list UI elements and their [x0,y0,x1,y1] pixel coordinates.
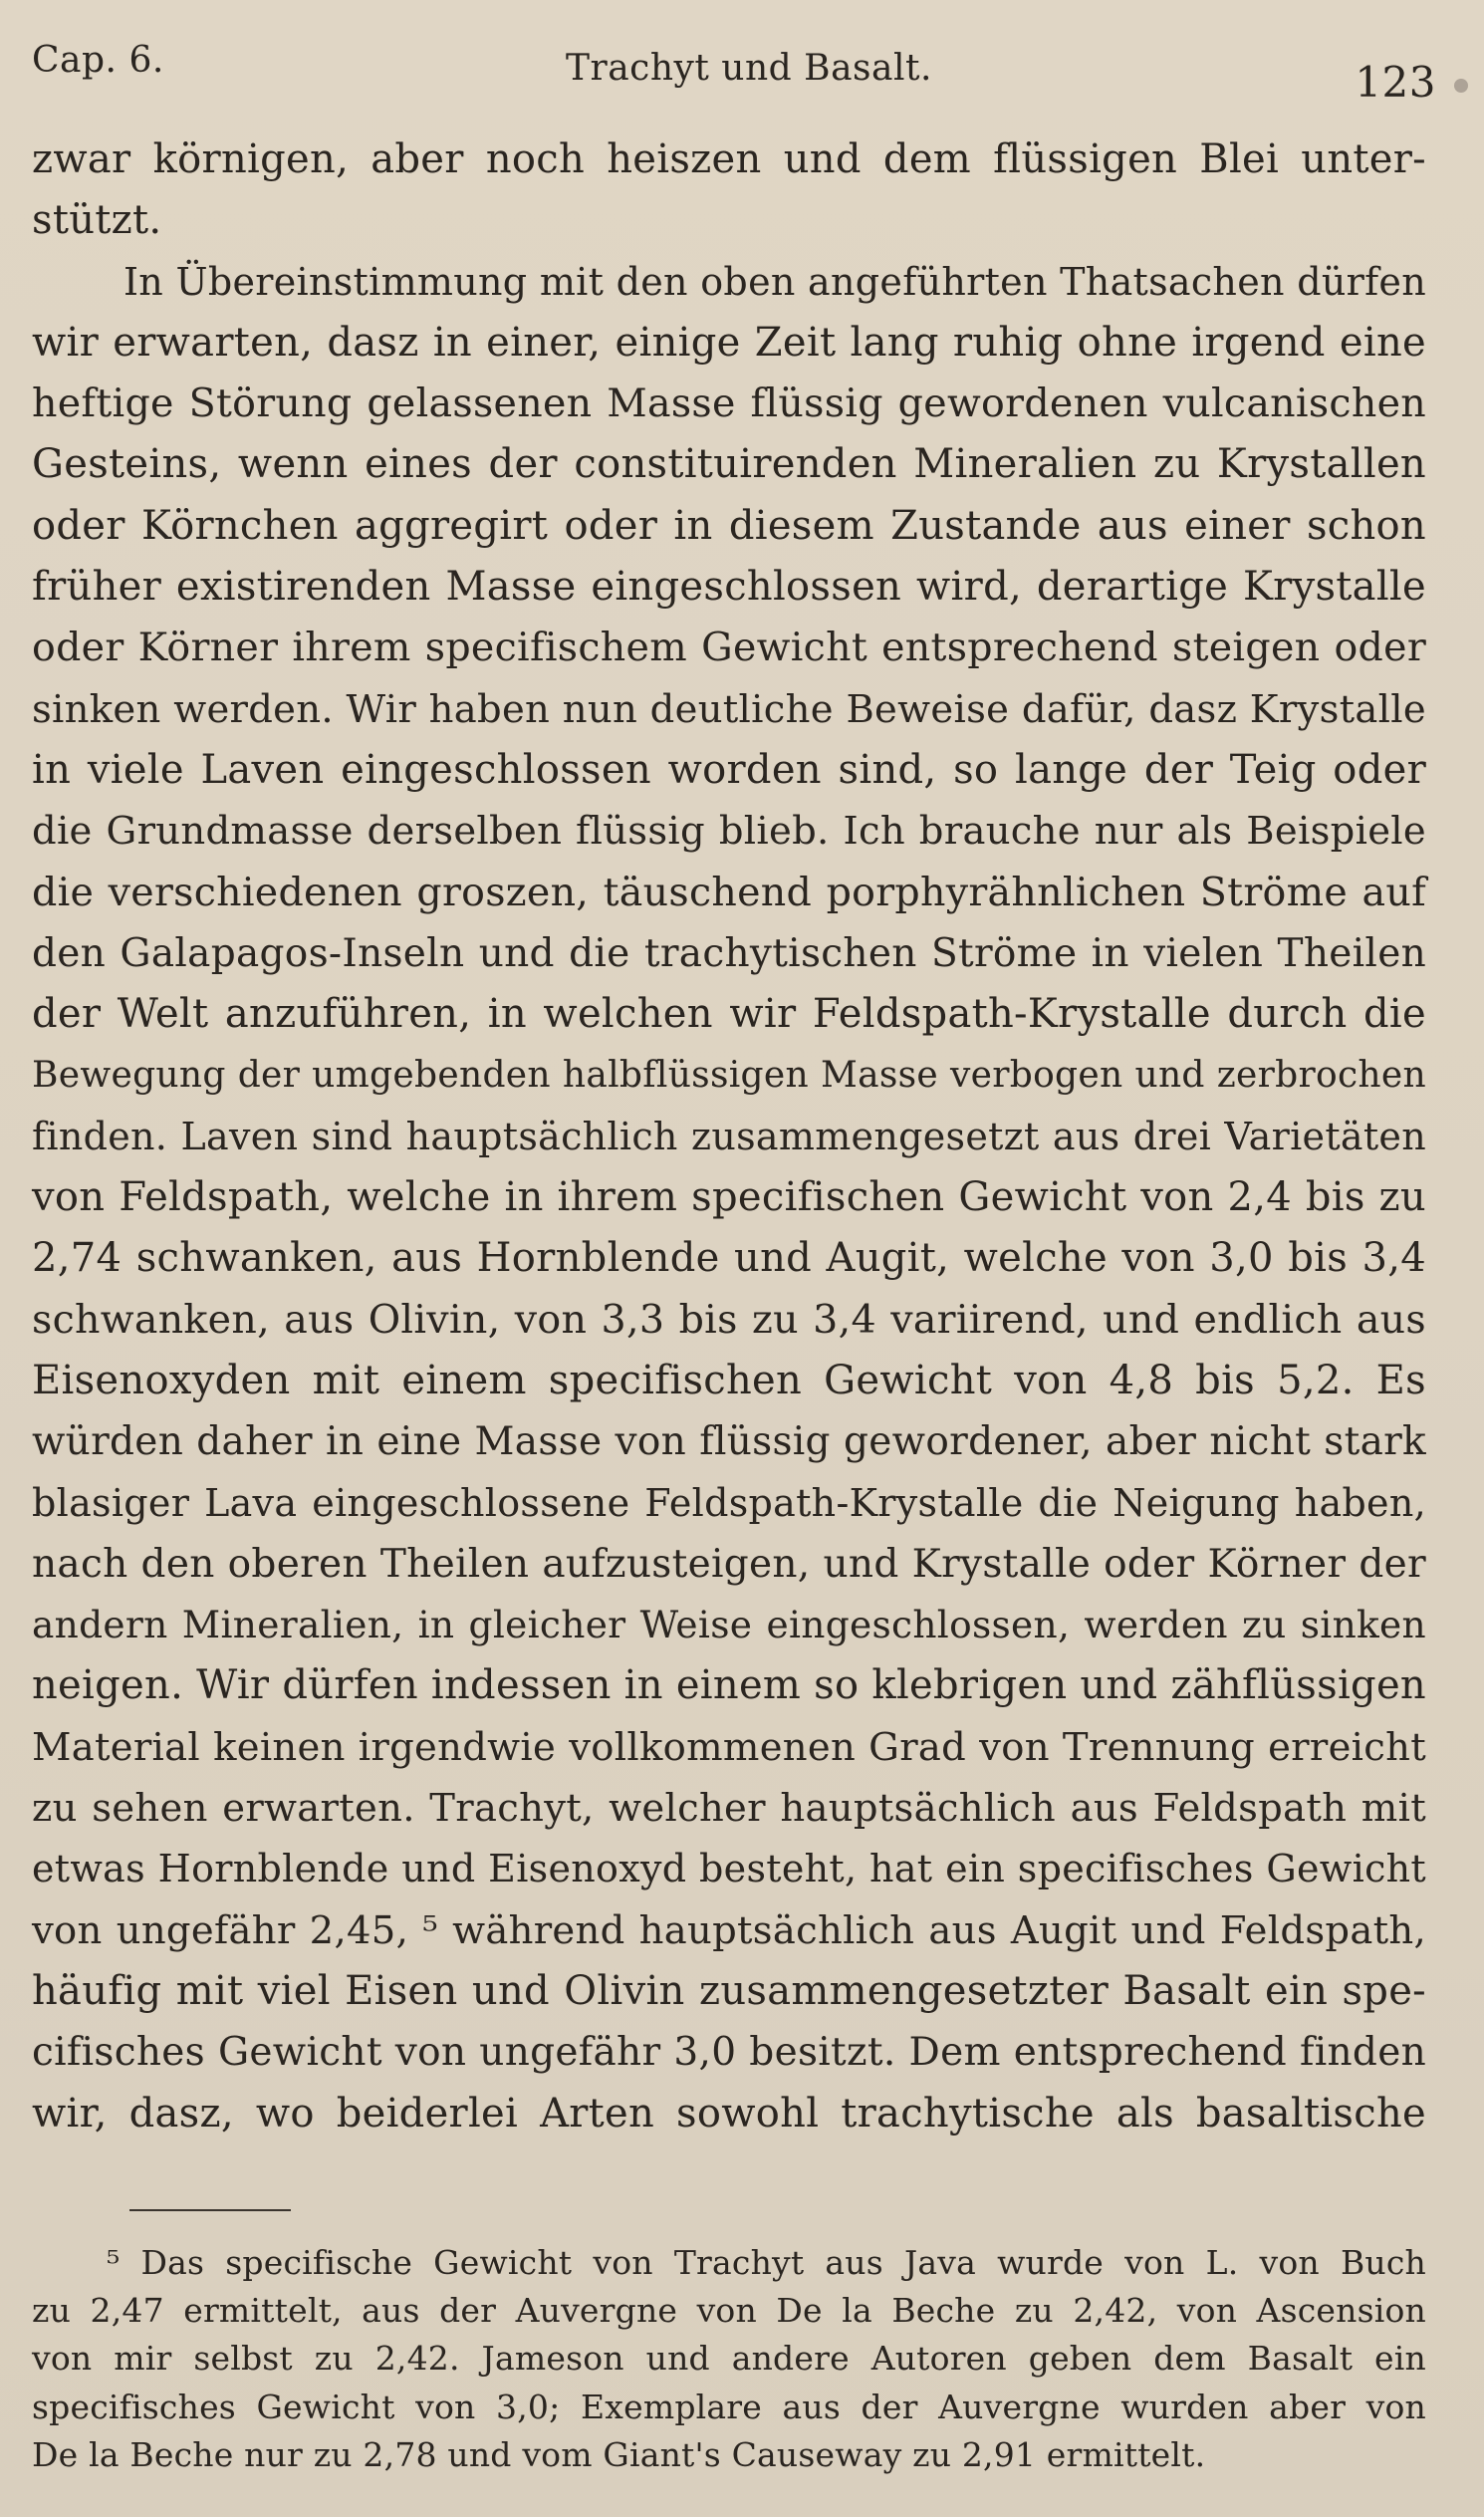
text-line: von ungefähr 2,45, ⁵ während hauptsächlich aus Augit und Feldspath, [32,1907,1426,1953]
text-line: Bewegung der umgebenden halbflüssigen Masse verbogen und zerbrochen [32,1055,1426,1097]
text-line: in viele Laven eingeschlossen worden sind, so lange der Teig oder [32,746,1426,793]
text-line: oder Körner ihrem specifischem Gewicht entsprechend steigen oder [32,625,1426,671]
body-text [32,129,1426,2144]
text-line: In Übereinstimmung mit den oben angeführten Thatsachen dürfen [124,259,1426,304]
text-line: nach den oberen Theilen aufzusteigen, und Krystalle oder Körner der [32,1541,1426,1587]
text-line: sinken werden. Wir haben nun deutliche Beweise dafür, dasz Krystalle [32,686,1426,732]
text-line: von Feldspath, welche in ihrem specifischen Gewicht von 2,4 bis zu [32,1174,1426,1221]
text-line: oder Körnchen aggregirt oder in diesem Zustande aus einer schon [32,502,1426,549]
running-title: Trachyt und Basalt. [566,48,932,89]
text-line: den Galapagos-Inseln und die trachytischen Ströme in vielen Theilen [32,930,1426,976]
text-line: würden daher in eine Masse von flüssig gewordener, aber nicht stark [32,1419,1426,1465]
footnote-line: specifisches Gewicht von 3,0; Exemplare aus der Auvergne wurden aber von [32,2387,1426,2426]
page-blemish [1454,79,1468,93]
text-line: wir, dasz, wo beiderlei Arten sowohl trachytische als basaltische [32,2090,1426,2137]
text-line: finden. Laven sind hauptsächlich zusammengesetzt aus drei Varietäten [32,1114,1426,1158]
text-line: neigen. Wir dürfen indessen in einem so klebrigen und zähflüssigen [32,1662,1426,1709]
text-line: der Welt anzuführen, in welchen wir Feldspath-Krystalle durch die [32,991,1426,1038]
text-line: andern Mineralien, in gleicher Weise eingeschlossen, werden zu sinken [32,1603,1426,1647]
text-line: häufig mit viel Eisen und Olivin zusammengesetzter Basalt ein spe- [32,1967,1426,2014]
text-line: blasiger Lava eingeschlossene Feldspath-Krystalle die Neigung haben, [32,1480,1426,1525]
text-line: die verschiedenen groszen, täuschend porphyrähnlichen Ströme auf [32,869,1426,915]
text-line: früher existirenden Masse eingeschlossen wird, derartige Krystalle [32,564,1426,611]
text-line: stützt. [32,197,162,244]
text-line: Eisenoxyden mit einem specifischen Gewicht von 4,8 bis 5,2. Es [32,1357,1426,1403]
text-line: zwar körnigen, aber noch heiszen und dem flüssigen Blei unter- [32,136,1426,182]
footnote-line: zu 2,47 ermittelt, aus der Auvergne von De la Beche zu 2,42, von Ascension [32,2291,1426,2331]
text-line: heftige Störung gelassenen Masse flüssig gewordenen vulcanischen [32,380,1426,427]
chapter-label: Cap. 6. [32,40,164,81]
text-line: die Grundmasse derselben flüssig blieb. Ich brauche nur als Beispiele [32,809,1426,855]
footnote-line: von mir selbst zu 2,42. Jameson und andere Autoren geben dem Basalt ein [32,2339,1426,2379]
page-number: 123 [1355,58,1436,107]
text-line: cifisches Gewicht von ungefähr 3,0 besitzt. Dem entsprechend finden [32,2030,1426,2076]
text-line: schwanken, aus Olivin, von 3,3 bis zu 3,4 variirend, und endlich aus [32,1296,1426,1343]
text-line: zu sehen erwarten. Trachyt, welcher hauptsächlich aus Feldspath mit [32,1786,1426,1832]
footnote-line: ⁵ Das specifische Gewicht von Trachyt aus Java wurde von L. von Buch [107,2243,1426,2282]
text-line: wir erwarten, dasz in einer, einige Zeit lang ruhig ohne irgend eine [32,319,1426,366]
text-line: Material keinen irgendwie vollkommenen Grad von Trennung erreicht [32,1724,1426,1770]
text-line: etwas Hornblende und Eisenoxyd besteht, hat ein specifisches Gewicht [32,1847,1426,1891]
text-line: 2,74 schwanken, aus Hornblende und Augit, welche von 3,0 bis 3,4 [32,1235,1426,1282]
text-line: Gesteins, wenn eines der constituirenden Mineralien zu Krystallen [32,441,1426,488]
footnotes [32,2239,1426,2479]
footnote-divider [129,2209,291,2211]
running-header [32,34,1436,107]
footnote-line: De la Beche nur zu 2,78 und vom Giant's Causeway zu 2,91 ermittelt. [32,2434,1206,2474]
